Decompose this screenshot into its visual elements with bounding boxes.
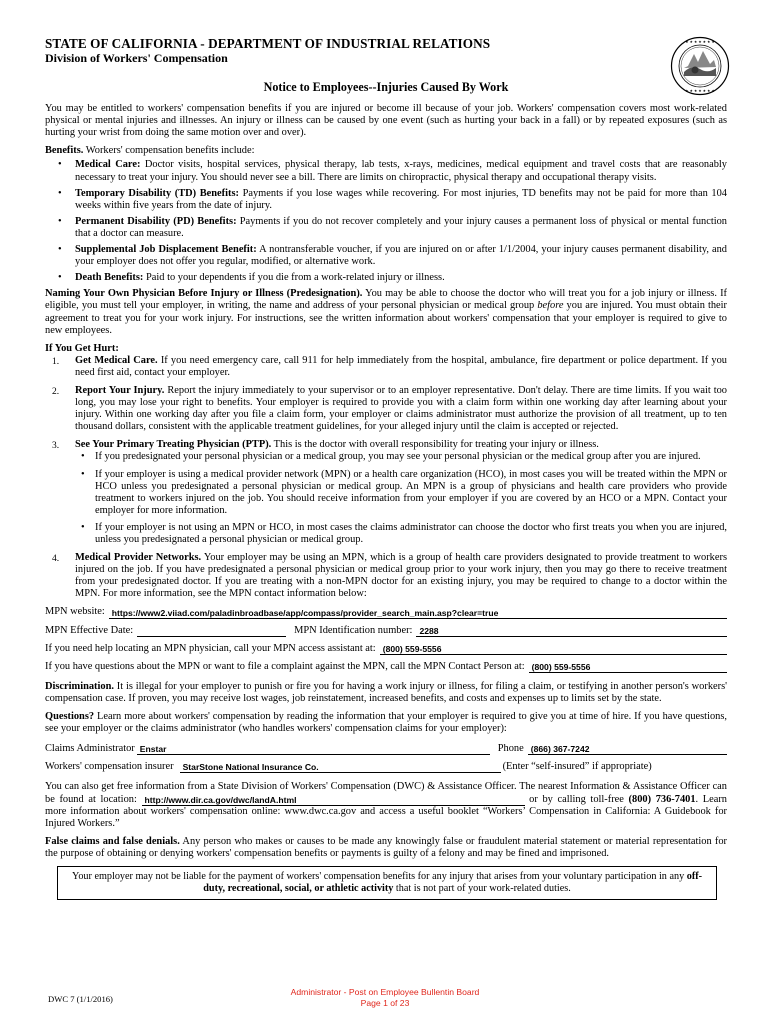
box-emphasis: off-duty, recreational, social, or athletic activity (203, 870, 702, 895)
post-note: Administrator - Post on Employee Bullentin Board (290, 987, 480, 997)
list-item (45, 159, 727, 183)
box-text-cont: that is not part of your work-related duties. (393, 883, 571, 895)
list-item (45, 272, 727, 284)
mpn-website-label: MPN website: (45, 606, 105, 618)
mpn-website-row (45, 606, 727, 618)
mpn-access-label: If you need help locating an MPN physician, call your MPN access assistant at: (45, 642, 376, 654)
discrimination-paragraph (45, 681, 727, 705)
mpn-id-field[interactable]: 2288 (416, 626, 727, 637)
dwc-text-3: . Learn more information about workers' compensation online: www.dwc.ca.gov and access a useful booklet “Workers’ Compensation in California: A Guidebook for Injured Workers.” (45, 793, 728, 829)
dwc-or: or (529, 793, 538, 805)
benefit-title: Death Benefits: (75, 272, 144, 284)
mpn-contact-label: If you have questions about the MPN or want to file a complaint against the MPN, call the MPN Contact Person at: (45, 660, 525, 672)
list-item: • If your employer is not using an MPN or HCO, in most cases the claims administrator can choose the doctor who first treats you when you are injured, unless you predesignated a personal physician or medical group. (75, 522, 727, 546)
questions-text: Learn more about workers' compensation by reading the information that your employer is required to give you at time of hire. If you have questions, see your employer or the claims administrator (who handles workers' compensation claims for your employer): (45, 711, 727, 735)
item-text: This is the doctor with overall responsibility for treating your injury or illness. (271, 439, 599, 451)
mpn-access-field[interactable]: (800) 559-5556 (380, 644, 727, 655)
benefit-title: Temporary Disability (TD) Benefits: (75, 187, 239, 199)
item-number: 3. (52, 441, 60, 452)
mpn-website-field[interactable]: https://www2.viiad.com/paladinbroadbase/app/compass/provider_search_main.asp?clear=true (109, 608, 727, 619)
questions-heading: Questions? (45, 711, 95, 723)
benefit-text: Payments if you lose wages while recovering. For most injuries, TD benefits may not be paid for more than 104 weeks within five years from the date of injury. (75, 187, 728, 211)
benefit-text: Paid to your dependents if you die from a work-related injury or illness. (143, 272, 445, 284)
item-number: 1. (52, 356, 60, 367)
benefits-list (45, 159, 727, 284)
benefit-title: Permanent Disability (PD) Benefits: (75, 215, 237, 227)
dwc-paragraph (45, 781, 727, 829)
benefits-section (45, 145, 727, 157)
list-item (45, 355, 727, 379)
benefit-title: Medical Care: (75, 159, 141, 171)
svg-text:★ ★ ★ ★ ★ ★ ★: ★ ★ ★ ★ ★ ★ ★ (685, 40, 715, 44)
mpn-contact-field[interactable]: (800) 559-5556 (529, 662, 727, 673)
benefit-text: Doctor visits, hospital services, physical therapy, lab tests, x-rays, medicines, medical equipment and travel costs that are reasonably necessary to treat your injury. You should never see a bill. There are limits on chiropractic, physical therapy and occupational therapy visits. (75, 159, 727, 183)
mpn-effective-label: MPN Effective Date: (45, 624, 134, 636)
benefits-heading: Benefits. (45, 145, 84, 157)
mpn-access-row (45, 643, 727, 655)
notice-page (45, 36, 727, 900)
intro-paragraph: You may be entitled to workers' compensation benefits if you are injured or become ill because of your job. Workers' compensation covers most work-related physical or mental injuries and illnesses. An injury or illness can be caused by one event (such as hurting your back in a fall) or by repeated exposures (such as hurting your wrist from doing the same motion over and over). (45, 103, 727, 139)
predesignation-paragraph (45, 288, 727, 336)
predesignation-text-cont: you are injured. You must obtain their agreement to treat you for your work injury. For instructions, see the written information about workers' compensation that your employer is required to give to new employees. (45, 300, 728, 336)
insurer-row (45, 761, 727, 773)
item-title: See Your Primary Treating Physician (PTP). (75, 439, 272, 451)
dwc-text-2: by calling toll-free (542, 793, 629, 805)
list-item (45, 385, 727, 433)
list-item (45, 552, 727, 600)
predesignation-emphasis: before (537, 300, 564, 312)
agency-title: STATE OF CALIFORNIA - DEPARTMENT OF INDUSTRIAL RELATIONS (45, 36, 491, 51)
item-text: Report the injury immediately to your supervisor or to an employer representative. Don't delay. There are time limits. If you wait too long, you may lose your right to benefits. Your employer is required to provide you with a claim form within one working day after learning about your injury. Within one working day after you file a claim form, your employer or claims administrator must authorize the provision of all treatment, up to ten thousand dollars, consistent with the applicable treatment guidelines, for your alleged injury until the claim is accepted or rejected. (75, 384, 727, 433)
claims-admin-field[interactable]: Enstar (137, 744, 490, 755)
item-text: Your employer may be using an MPN, which is a group of health care providers designated to provide treatment to workers injured on the job. If you have predesignated a personal physician or medical group prior to your work injury, then you may go there to receive treatment from your predesignated doctor. If you are treating with a non-MPN doctor for an existing injury, you may be required to change to a doctor within the MPN. For more information, see the MPN contact information below: (75, 552, 727, 600)
insurer-note: (Enter “self-insured” if appropriate) (502, 761, 652, 773)
benefit-text: Payments if you do not recover completely and your injury causes a permanent loss of physical or mental function that a doctor can measure. (75, 215, 727, 239)
list-item (45, 439, 727, 546)
item-number: 2. (52, 386, 60, 397)
liability-notice-box (57, 866, 717, 900)
footer-note (0, 987, 770, 1008)
benefit-text: A nontransferable voucher, if you are injured on or after 1/1/2004, your injury causes permanent disability, and your employer does not offer you regular, modified, or alternative work. (75, 244, 728, 268)
mpn-effective-field[interactable] (137, 636, 286, 637)
discrimination-text: It is illegal for your employer to punish or fire you for having a work injury or illness, for filing a claim, or testifying in another person's workers' compensation case. If proven, you may receive lost wages, job reinstatement, increased benefits, and costs and expenses up to limits set by the state. (45, 680, 727, 704)
form-id: DWC 7 (1/1/2016) (48, 994, 113, 1004)
if-hurt-list (45, 355, 727, 601)
benefits-lead: Workers' compensation benefits include: (83, 145, 255, 157)
dwc-text: You can also get free information from a State Division of Workers' Compensation (DWC) & Assistance Officer. The nearest Information & Assistance Officer can be found at location: (45, 781, 727, 805)
item-title: Get Medical Care. (75, 354, 158, 366)
mpn-effective-row (45, 625, 727, 637)
questions-paragraph (45, 711, 727, 735)
mpn-id-label: MPN Identification number: (294, 624, 413, 636)
false-claims-paragraph (45, 836, 727, 860)
claims-admin-row (45, 743, 727, 755)
phone-label: Phone (497, 743, 524, 755)
box-text: Your employer may not be liable for the payment of workers' compensation benefits for any injury that arises from your voluntary participation in any (71, 870, 687, 882)
dwc-location-field[interactable]: http://www.dir.ca.gov/dwc/landA.html (142, 795, 525, 806)
discrimination-heading: Discrimination. (45, 680, 114, 692)
insurer-field[interactable]: StarStone National Insurance Co. (180, 762, 501, 773)
dwc-tollfree: (800) 736-7401 (628, 793, 696, 805)
phone-field[interactable]: (866) 367-7242 (528, 744, 727, 755)
predesignation-text: You may be able to choose the doctor who will treat you for a job injury or illness. If eligible, you must tell your employer, in writing, the name and address of your personal physician or medical group (45, 288, 727, 312)
item-title: Report Your Injury. (75, 384, 165, 396)
page-number: Page 1 of 23 (360, 997, 410, 1008)
list-item (45, 244, 727, 268)
list-item: • If you predesignated your personal physician or a medical group, you may see your personal physician or the medical group after you are injured. (75, 451, 727, 463)
division-title: Division of Workers' Compensation (45, 51, 228, 65)
list-item (45, 216, 727, 240)
if-hurt-heading: If You Get Hurt: (45, 342, 119, 354)
benefit-title: Supplemental Job Displacement Benefit: (75, 244, 257, 256)
ptp-sublist (75, 451, 727, 546)
list-item: • If your employer is using a medical provider network (MPN) or a health care organization (HCO), in most cases you will be treated within the MPN or HCO unless you predesignated a personal physician or medical group. An MPN is a group of physicians and health care providers who provide treatment to workers injured on the job. You should receive information from your employer if you are covered by an HCO or a MPN. Contact your employer for more information. (75, 469, 727, 517)
svg-text:★ ★ ★ ★ ★ ★ ★: ★ ★ ★ ★ ★ ★ ★ (685, 89, 715, 93)
predesignation-heading: Naming Your Own Physician Before Injury or Illness (Predesignation). (45, 288, 363, 300)
item-title: Medical Provider Networks. (75, 552, 202, 564)
item-text: If you need emergency care, call 911 for help immediately from the hospital, ambulance, fire department or police department. If you need first aid, contact your employer. (75, 354, 727, 378)
item-number: 4. (52, 554, 60, 565)
insurer-label: Workers' compensation insurer (45, 761, 174, 773)
false-claims-heading: False claims and false denials. (45, 835, 180, 847)
false-claims-text: Any person who makes or causes to be made any knowingly false or fraudulent material statement or material representation for the purpose of obtaining or denying workers' compensation benefits or payments is guilty of a felony and may be fined and imprisoned. (45, 835, 727, 859)
claims-admin-label: Claims Administrator (45, 743, 135, 755)
mpn-contact-row (45, 661, 727, 673)
notice-title: Notice to Employees--Injuries Caused By Work (263, 80, 509, 94)
list-item (45, 188, 727, 212)
